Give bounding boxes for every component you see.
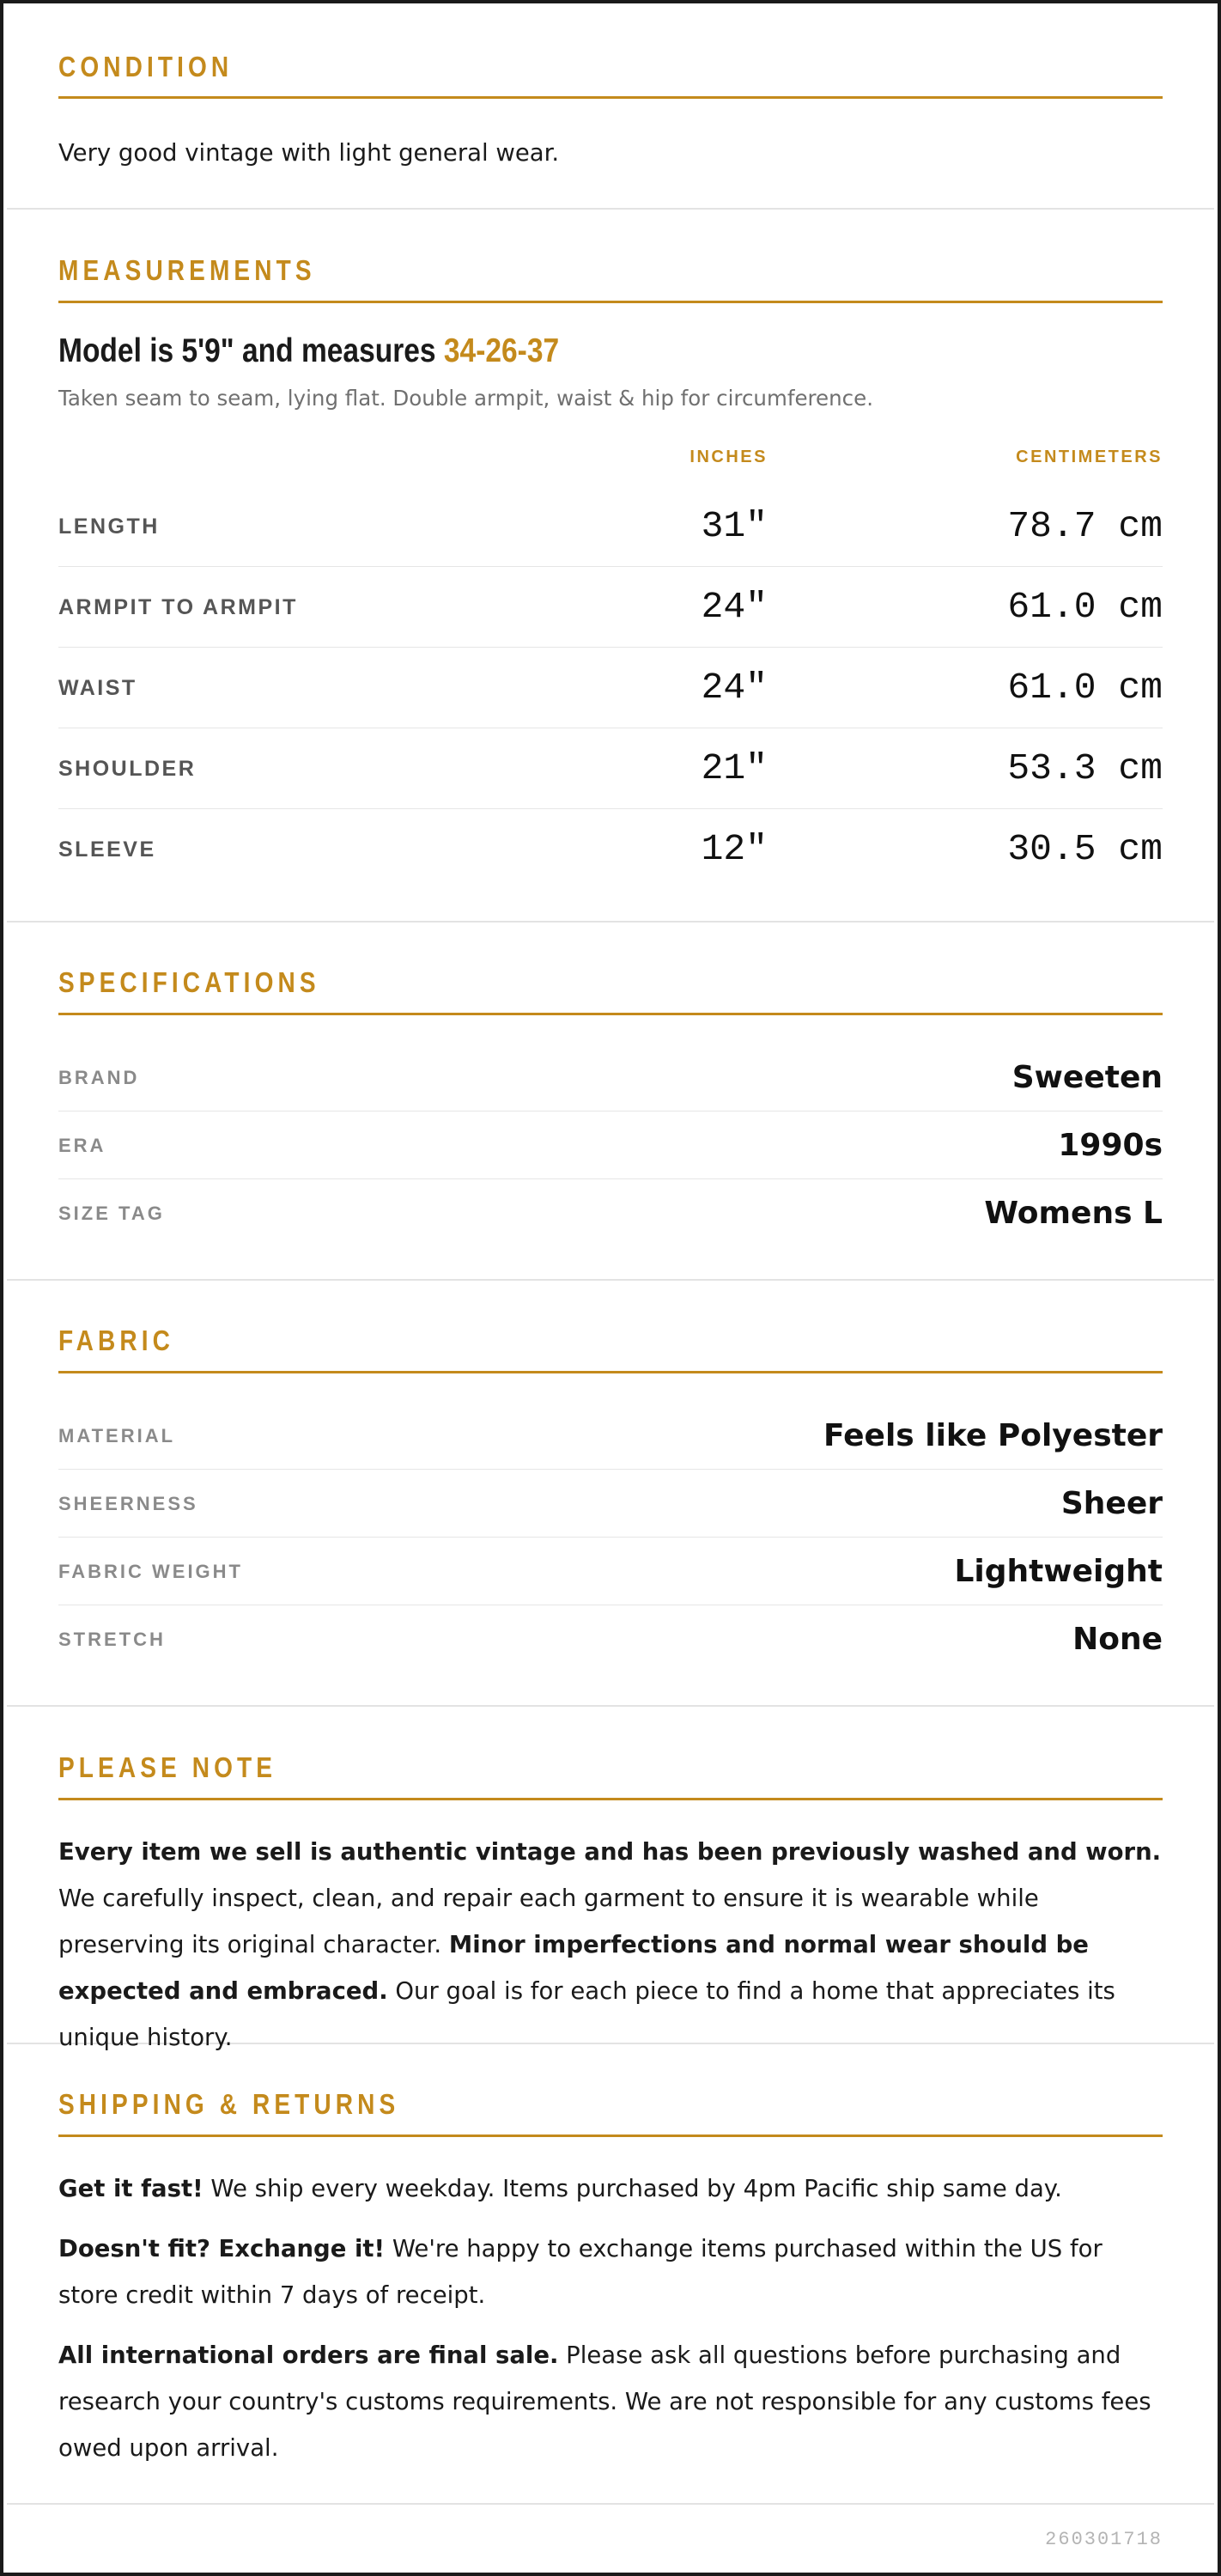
measurement-label: WAIST: [58, 676, 137, 700]
measurements-title: MEASUREMENTS: [58, 254, 316, 286]
spec-label: SIZE TAG: [58, 1203, 165, 1224]
spec-value: Sweeten: [1011, 1060, 1163, 1095]
shipping-text-3: Please ask all questions before purchasing and research your country's customs requirements. We are not responsible for any customs fees owed upon arrival.: [58, 2342, 1151, 2462]
spec-row: [58, 1179, 1163, 1247]
fabric-value: Feels like Polyester: [823, 1418, 1163, 1453]
model-measurements: [58, 330, 1008, 373]
centimeters-column-header: CENTIMETERS: [1016, 448, 1163, 466]
measurement-cm: 53.3 cm: [1007, 747, 1163, 789]
product-id: 260301718: [1045, 2529, 1163, 2550]
fabric-row: [58, 1538, 1163, 1605]
note-text-2: Our goal is for each piece to find a home that appreciates its unique history.: [58, 1977, 1115, 2051]
specifications-section: [7, 923, 1214, 1281]
title-divider: [58, 96, 1163, 99]
please-note-text: [58, 1829, 1163, 2061]
shipping-text-1: We ship every weekday. Items purchased by 4pm Pacific ship same day.: [203, 2175, 1062, 2202]
spec-value: Womens L: [984, 1196, 1163, 1231]
title-divider: [58, 301, 1163, 303]
spec-row: [58, 1111, 1163, 1179]
measurement-row: [58, 486, 1163, 567]
measurement-row: [58, 648, 1163, 728]
spec-row: [58, 1044, 1163, 1111]
shipping-paragraph-1: [58, 2165, 1163, 2212]
spec-label: ERA: [58, 1135, 106, 1156]
title-divider: [58, 1371, 1163, 1373]
shipping-paragraph-3: [58, 2332, 1163, 2471]
measurements-subtitle: Taken seam to seam, lying flat. Double armpit, waist & hip for circumference.: [58, 386, 873, 411]
measurement-label: SLEEVE: [58, 837, 156, 862]
model-prefix: Model is 5'9" and measures: [58, 332, 444, 369]
please-note-section: [7, 1707, 1214, 2051]
measurement-inches: 12": [701, 828, 768, 870]
fabric-value: None: [1072, 1622, 1163, 1657]
fabric-row: [58, 1605, 1163, 1673]
note-bold-1: Every item we sell is authentic vintage and has been previously washed and worn.: [58, 1838, 1162, 1866]
shipping-bold-1: Get it fast!: [58, 2175, 204, 2202]
shipping-returns-section: [7, 2044, 1214, 2505]
measurement-inches: 31": [701, 505, 768, 547]
title-divider: [58, 1013, 1163, 1015]
measurement-row: [58, 728, 1163, 809]
spec-label: BRAND: [58, 1067, 140, 1088]
condition-section: [7, 3, 1214, 210]
condition-title: CONDITION: [58, 51, 234, 82]
spec-value: 1990s: [1058, 1128, 1163, 1163]
specifications-title: SPECIFICATIONS: [58, 966, 320, 998]
fabric-row: [58, 1470, 1163, 1538]
title-divider: [58, 1798, 1163, 1800]
fabric-value: Sheer: [1060, 1486, 1163, 1521]
shipping-text-2: We're happy to exchange items purchased within the US for store credit within 7 days of receipt.: [58, 2235, 1103, 2309]
measurement-label: LENGTH: [58, 515, 160, 539]
measurement-label: ARMPIT TO ARMPIT: [58, 595, 298, 619]
measurement-cm: 61.0 cm: [1007, 667, 1163, 709]
model-measures-value: 34-26-37: [443, 332, 560, 369]
shipping-bold-3: All international orders are final sale.: [58, 2342, 559, 2369]
fabric-title: FABRIC: [58, 1325, 175, 1356]
measurement-cm: 61.0 cm: [1007, 586, 1163, 628]
fabric-row: [58, 1402, 1163, 1470]
measurement-inches: 24": [701, 586, 768, 628]
fabric-label: MATERIAL: [58, 1425, 176, 1446]
measurement-label: SHOULDER: [58, 757, 197, 781]
measurement-inches: 24": [701, 667, 768, 709]
measurement-row: [58, 809, 1163, 890]
title-divider: [58, 2134, 1163, 2137]
shipping-paragraph-2: [58, 2226, 1163, 2318]
fabric-label: SHEERNESS: [58, 1493, 198, 1514]
condition-text: Very good vintage with light general wear.: [58, 139, 560, 167]
measurement-inches: 21": [701, 747, 768, 789]
shipping-returns-title: SHIPPING & RETURNS: [58, 2088, 400, 2120]
please-note-title: PLEASE NOTE: [58, 1751, 277, 1783]
fabric-section: [7, 1281, 1214, 1707]
note-text-1: We carefully inspect, clean, and repair each garment to ensure it is wearable while preserving its original character.: [58, 1885, 1039, 1958]
shipping-bold-2: Doesn't fit? Exchange it!: [58, 2235, 386, 2262]
measurement-cm: 78.7 cm: [1007, 505, 1163, 547]
fabric-label: STRETCH: [58, 1629, 166, 1650]
note-bold-2: Minor imperfections and normal wear should be expected and embraced.: [58, 1931, 1089, 2005]
measurement-cm: 30.5 cm: [1007, 828, 1163, 870]
fabric-label: FABRIC WEIGHT: [58, 1561, 243, 1582]
fabric-value: Lightweight: [954, 1554, 1163, 1589]
measurements-section: [7, 210, 1214, 923]
inches-column-header: INCHES: [689, 448, 768, 466]
measurement-row: [58, 567, 1163, 648]
